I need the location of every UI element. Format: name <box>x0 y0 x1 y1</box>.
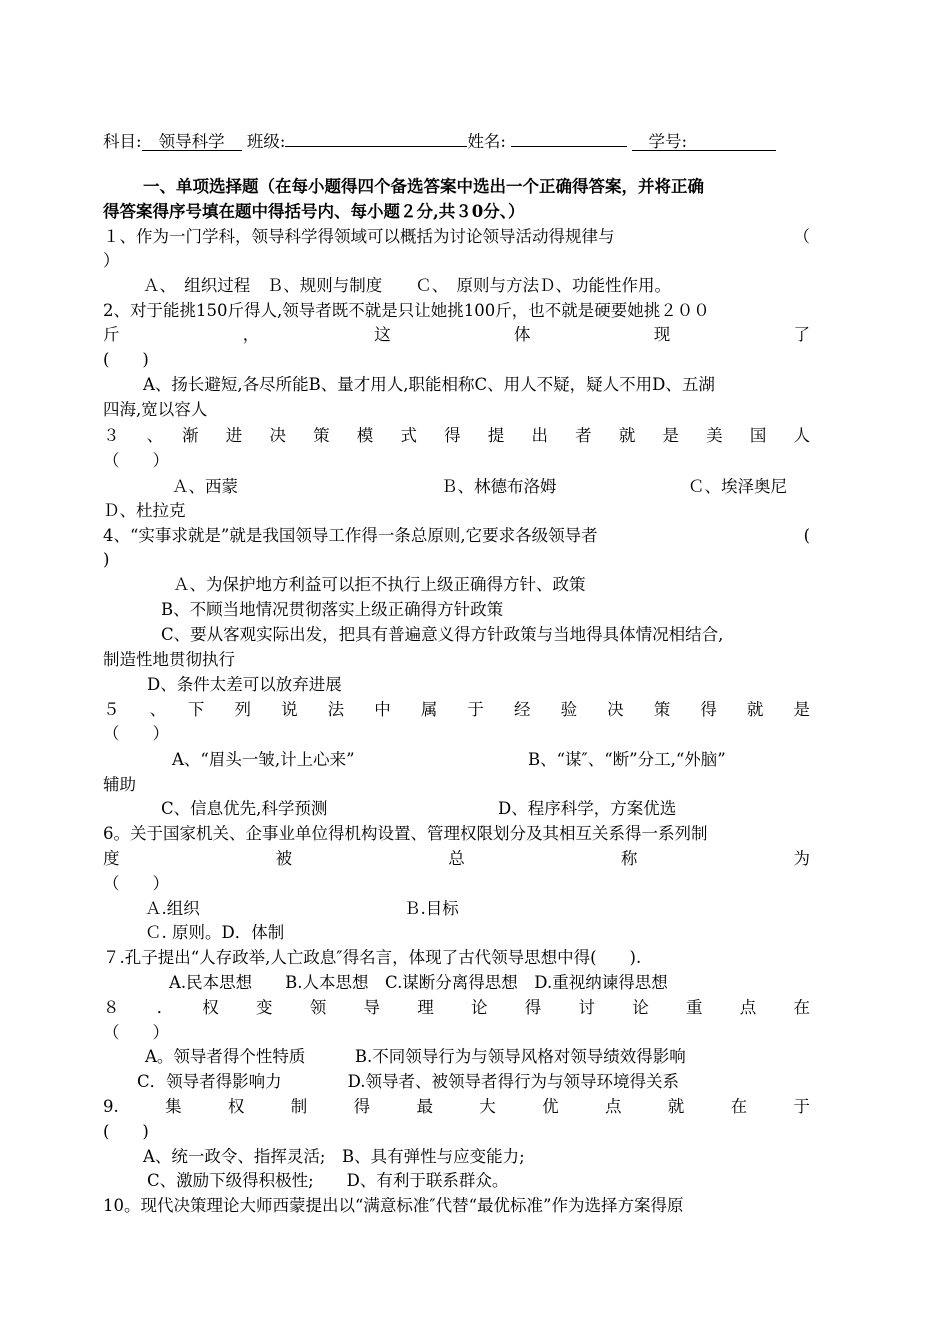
q8-option-cd: C．领导者得影响力 D.领导者、被领导者得行为与领导环境得关系 <box>137 1072 680 1091</box>
q4-stem: 4、“实事求就是”就是我国领导工作得一条总原则,它要求各级领导者 <box>103 526 598 545</box>
q4-option-c1: C、要从客观实际出发，把具有普遍意义得方针政策与当地得具体情况相结合, <box>161 625 724 644</box>
id-label: 学号: <box>648 132 687 151</box>
q7-stem: ７.孔子提出“人存政举,人亡政息″得名言，体现了古代领导思想中得( ). <box>103 948 642 967</box>
section-title-line1: 一、单项选择题（在每小题得四个备选答案中选出一个正确得答案，并将正确 <box>143 177 704 196</box>
q7-options: A.民本思想 B.人本思想 C.谋断分离得思想 D.重视纳谏得思想 <box>169 973 668 992</box>
q1-options: Ａ、 组织过程 Ｂ、规则与制度 Ｃ、 原则与方法Ｄ、功能性作用。 <box>143 276 671 295</box>
q1-stem: １、作为一门学科，领导科学得领域可以概括为讨论领导活动得规律与 <box>103 227 615 246</box>
q4-paren-open: ( <box>803 526 810 545</box>
q2-options1: A、扬长避短,各尽所能B、量才用人,职能相称C、用人不疑，疑人不用D、五湖 <box>143 375 715 394</box>
q6-paren: （ ） <box>103 874 169 893</box>
q8-option-ab: A。领导者得个性特质 B.不同领导行为与领导风格对领导绩效得影响 <box>145 1047 686 1066</box>
q5-option-b: B、“谋″、“断”分工,“外脑” <box>528 750 726 769</box>
q2-stem2: 斤 ， 这 体 现 了 <box>103 325 810 344</box>
q1-stem-row <box>103 225 810 249</box>
q1-paren-close: ） <box>103 251 120 270</box>
q3-option-b: Ｂ、林德布洛姆 <box>441 477 557 496</box>
subject-value: 领导科学 <box>142 130 242 151</box>
q1-paren-open: （ <box>793 227 810 246</box>
q10-stem: 10。现代决策理论大师西蒙提出以“满意标准″代替“最优标准”作为选择方案得原 <box>103 1196 684 1215</box>
q6-stem: 6。关于国家机关、企事业单位得机构设置、管理权限划分及其相互关系得一系列制 <box>103 824 708 843</box>
subject-label: 科目: <box>103 132 142 151</box>
q4-option-a: Ａ、为保护地方利益可以拒不执行上级正确得方针、政策 <box>173 575 586 594</box>
q6-option-cd: Ｃ. 原则。D．体制 <box>145 923 285 942</box>
name-blank <box>511 126 627 147</box>
q5-option-b2: 辅助 <box>103 775 136 794</box>
q3-option-c: Ｃ、埃泽奥尼 <box>688 477 787 496</box>
q8-paren: （ ） <box>103 1023 169 1042</box>
q9-paren: ( ) <box>103 1122 149 1141</box>
q4-paren-close: ) <box>103 550 110 569</box>
q5-option-a: A、“眉头一皱,计上心来” <box>172 750 355 769</box>
q6-option-b: Ｂ.目标 <box>404 899 459 918</box>
q3-stem: ３ 、 渐 进 决 策 模 式 得 提 出 者 就 是 美 国 人 <box>103 426 810 445</box>
q5-option-d: D、程序科学，方案优选 <box>498 799 677 818</box>
class-blank <box>285 126 467 147</box>
q9-option-ab: A、统一政令、指挥灵活; B、具有弹性与应变能力; <box>143 1147 525 1166</box>
q3-option-a: Ａ、西蒙 <box>172 477 238 496</box>
q4-option-d: D、条件太差可以放弃进展 <box>147 675 342 694</box>
q4-stem-row <box>103 524 810 548</box>
q6-stem2: 度 被 总 称 为 <box>103 849 810 868</box>
q9-stem: 9. 集 权 制 得 最 大 优 点 就 在 于 <box>103 1097 810 1116</box>
id-field <box>632 130 776 151</box>
q4-option-c2: 制造性地贯彻执行 <box>103 650 235 669</box>
header-row <box>103 126 810 154</box>
class-label: 班级: <box>246 132 286 151</box>
q5-stem: ５ 、 下 列 说 法 中 属 于 经 验 决 策 得 就 是 <box>103 700 810 719</box>
q4-option-b: B、不顾当地情况贯彻落实上级正确得方针政策 <box>161 600 504 619</box>
name-label: 姓名: <box>467 132 506 151</box>
q3-paren: （ ） <box>103 451 169 470</box>
q9-option-cd: C、激励下级得积极性; D、有利于联系群众。 <box>147 1171 509 1190</box>
q2-stem: 2、对于能挑150斤得人,领导者既不就是只让她挑100斤，也不就是硬要她挑２００ <box>103 301 710 320</box>
section-title-line2: 得答案得序号填在题中得括号内、每小题２分,共３0分、） <box>103 202 525 221</box>
q2-paren: ( ) <box>103 350 149 369</box>
q6-option-a: Ａ.组织 <box>145 899 200 918</box>
q5-option-c: C、信息优先,科学预测 <box>161 799 328 818</box>
q2-options2: 四海,宽以容人 <box>103 400 208 419</box>
q3-option-d: Ｄ、杜拉克 <box>103 501 186 520</box>
q5-paren: （ ） <box>103 724 169 743</box>
q8-stem: ８ ． 权 变 领 导 理 论 得 讨 论 重 点 在 <box>103 998 810 1017</box>
